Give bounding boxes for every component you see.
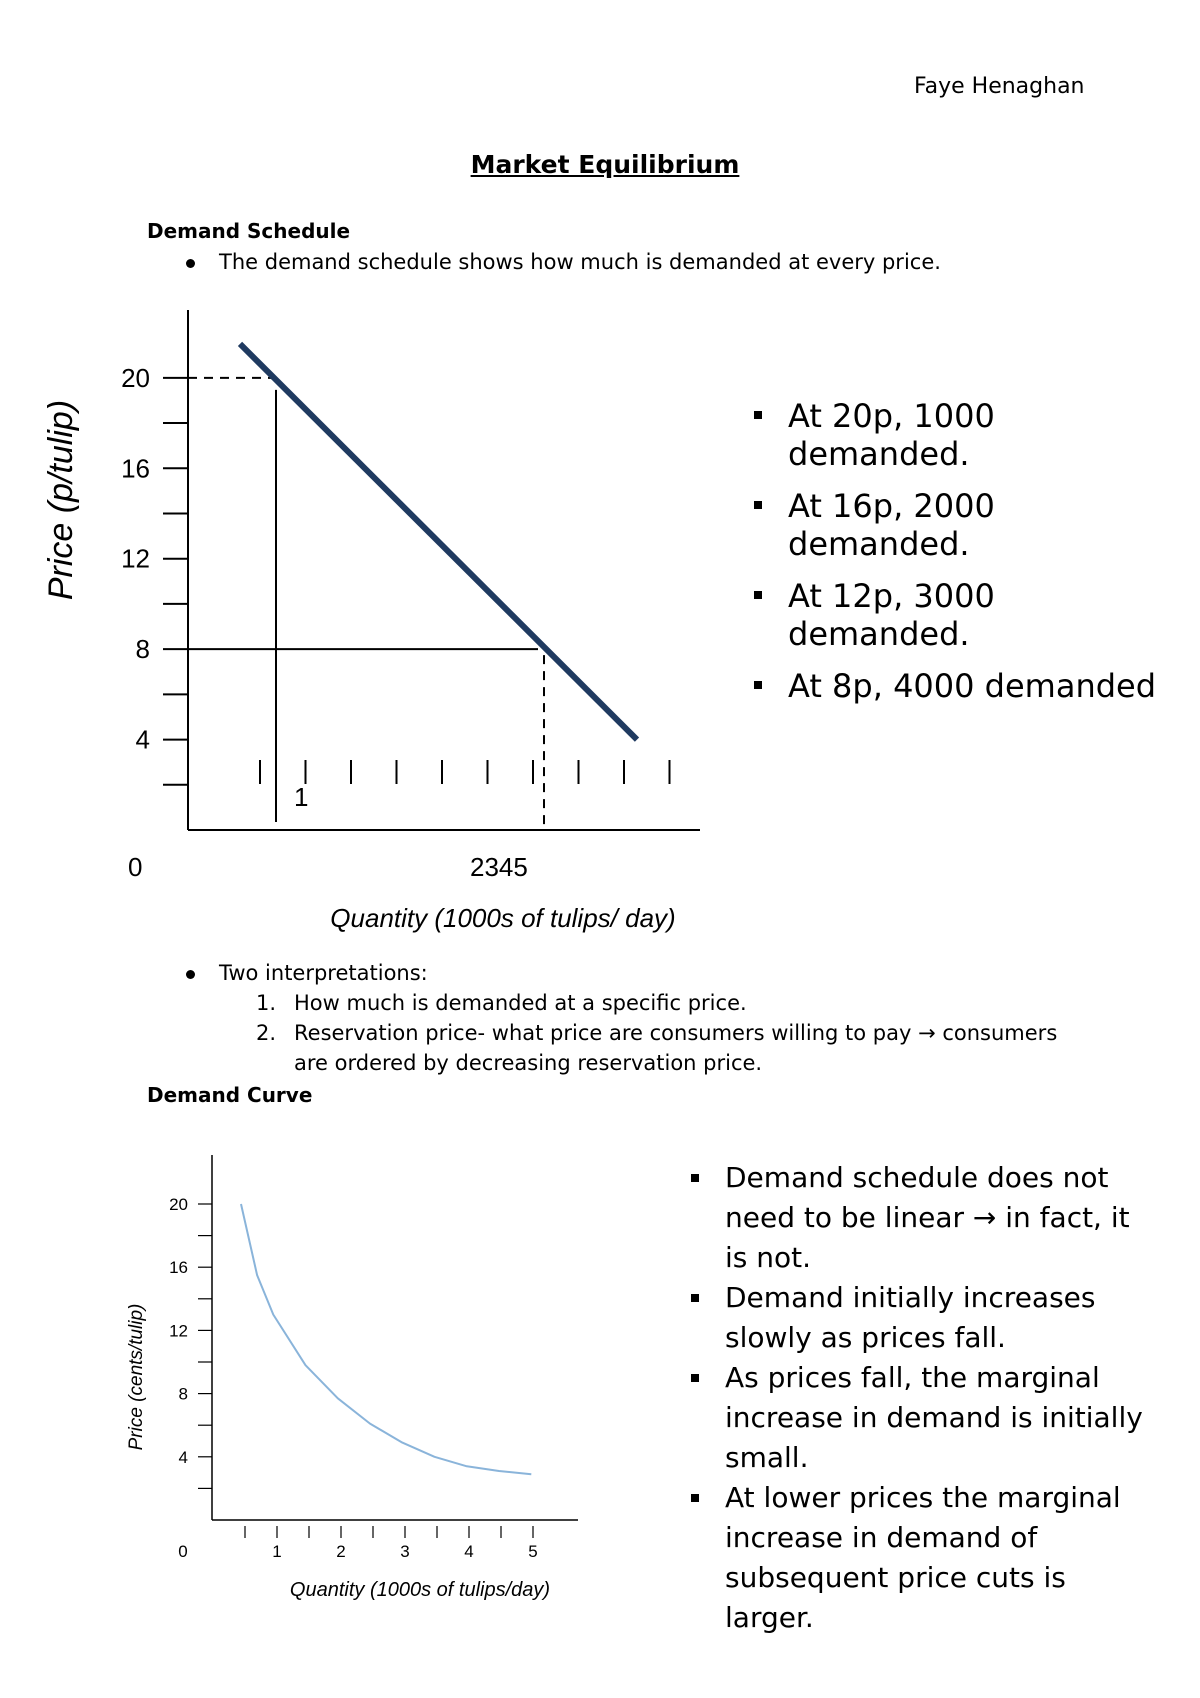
- bullet-icon: [186, 259, 195, 268]
- chart1-origin-label: 0: [128, 852, 143, 882]
- chart2-marks: [241, 1204, 531, 1474]
- chart1-guides: [188, 378, 544, 830]
- chart1-marks: [240, 344, 637, 740]
- chart2-origin-label: 0: [178, 1542, 188, 1561]
- demand-schedule-chart: [0, 300, 720, 940]
- square-bullet-icon: [691, 1294, 699, 1302]
- curve-note-item: Demand schedule does not need to be linear → in fact, it is not.: [687, 1158, 1157, 1278]
- chart2-demand-curve: [241, 1204, 531, 1474]
- square-bullet-icon: [754, 501, 762, 509]
- author-name: Faye Henaghan: [914, 74, 1085, 99]
- square-bullet-icon: [691, 1374, 699, 1382]
- page-title: Market Equilibrium: [470, 150, 740, 179]
- chart2-y-tick-label: 8: [178, 1384, 188, 1404]
- demand-schedule-notes: [750, 397, 1180, 757]
- chart2-x-tick-label: 5: [528, 1542, 538, 1561]
- chart2-axes: [169, 1155, 578, 1561]
- chart1-x-axis-title: Quantity (1000s of tulips/ day): [330, 903, 676, 933]
- curve-note-item: Demand initially increases slowly as prices fall.: [687, 1278, 1157, 1358]
- demand-schedule-heading: Demand Schedule: [147, 219, 351, 243]
- interpretation-item: 2. Reservation price- what price are consumers willing to pay → consumers are ordered by decreasing reservation price.: [256, 1021, 1058, 1075]
- interpretations-lead: Two interpretations:: [186, 958, 1086, 988]
- chart2-y-tick-label: 4: [178, 1447, 188, 1467]
- chart1-x-tick-labels: 2345: [470, 852, 528, 882]
- interpretation-item: 1. How much is demanded at a specific price.: [256, 991, 747, 1015]
- square-bullet-icon: [691, 1494, 699, 1502]
- schedule-note-item: At 16p, 2000 demanded.: [750, 487, 1180, 577]
- interpretations-list: [256, 988, 1086, 1078]
- chart2-x-axis-title: Quantity (1000s of tulips/day): [289, 1579, 551, 1601]
- chart1-y-tick-label: 12: [121, 543, 150, 574]
- curve-note-item: At lower prices the marginal increase in demand of subsequent price cuts is larger.: [687, 1478, 1157, 1638]
- demand-schedule-intro: [186, 247, 941, 277]
- chart2-y-tick-label: 12: [169, 1321, 188, 1341]
- chart2-y-axis-title: Price (cents/tulip): [126, 1303, 147, 1451]
- schedule-note-item: At 20p, 1000 demanded.: [750, 397, 1180, 487]
- demand-curve-notes: [687, 1158, 1157, 1638]
- chart2-y-tick-label: 20: [169, 1195, 188, 1214]
- square-bullet-icon: [754, 591, 762, 599]
- chart1-y-axis-title: Price (p/tulip): [42, 399, 80, 601]
- intro-text: The demand schedule shows how much is demanded at every price.: [219, 250, 941, 274]
- chart2-y-tick-label: 16: [169, 1258, 188, 1278]
- chart1-y-tick-label: 16: [121, 453, 150, 484]
- schedule-note-item: At 8p, 4000 demanded: [750, 667, 1180, 757]
- chart2-x-tick-label: 2: [336, 1542, 346, 1561]
- chart2-x-tick-label: 4: [464, 1542, 474, 1561]
- interpretations-block: [186, 958, 1086, 1078]
- chart1-x-tick-one: 1: [294, 782, 309, 812]
- chart1-axes: [121, 310, 700, 830]
- square-bullet-icon: [754, 411, 762, 419]
- chart2-x-tick-label: 1: [272, 1542, 282, 1561]
- chart1-y-tick-label: 20: [121, 362, 150, 393]
- square-bullet-icon: [754, 681, 762, 689]
- chart1-y-tick-label: 4: [135, 724, 150, 755]
- chart2-x-tick-label: 3: [400, 1542, 410, 1561]
- demand-curve-heading: Demand Curve: [147, 1083, 313, 1107]
- chart1-demand-line: [240, 344, 637, 740]
- schedule-note-item: At 12p, 3000 demanded.: [750, 577, 1180, 667]
- square-bullet-icon: [691, 1174, 699, 1182]
- demand-curve-chart: [0, 1140, 620, 1610]
- curve-note-item: As prices fall, the marginal increase in demand is initially small.: [687, 1358, 1157, 1478]
- bullet-icon: [186, 970, 195, 979]
- chart1-y-tick-label: 8: [135, 634, 150, 665]
